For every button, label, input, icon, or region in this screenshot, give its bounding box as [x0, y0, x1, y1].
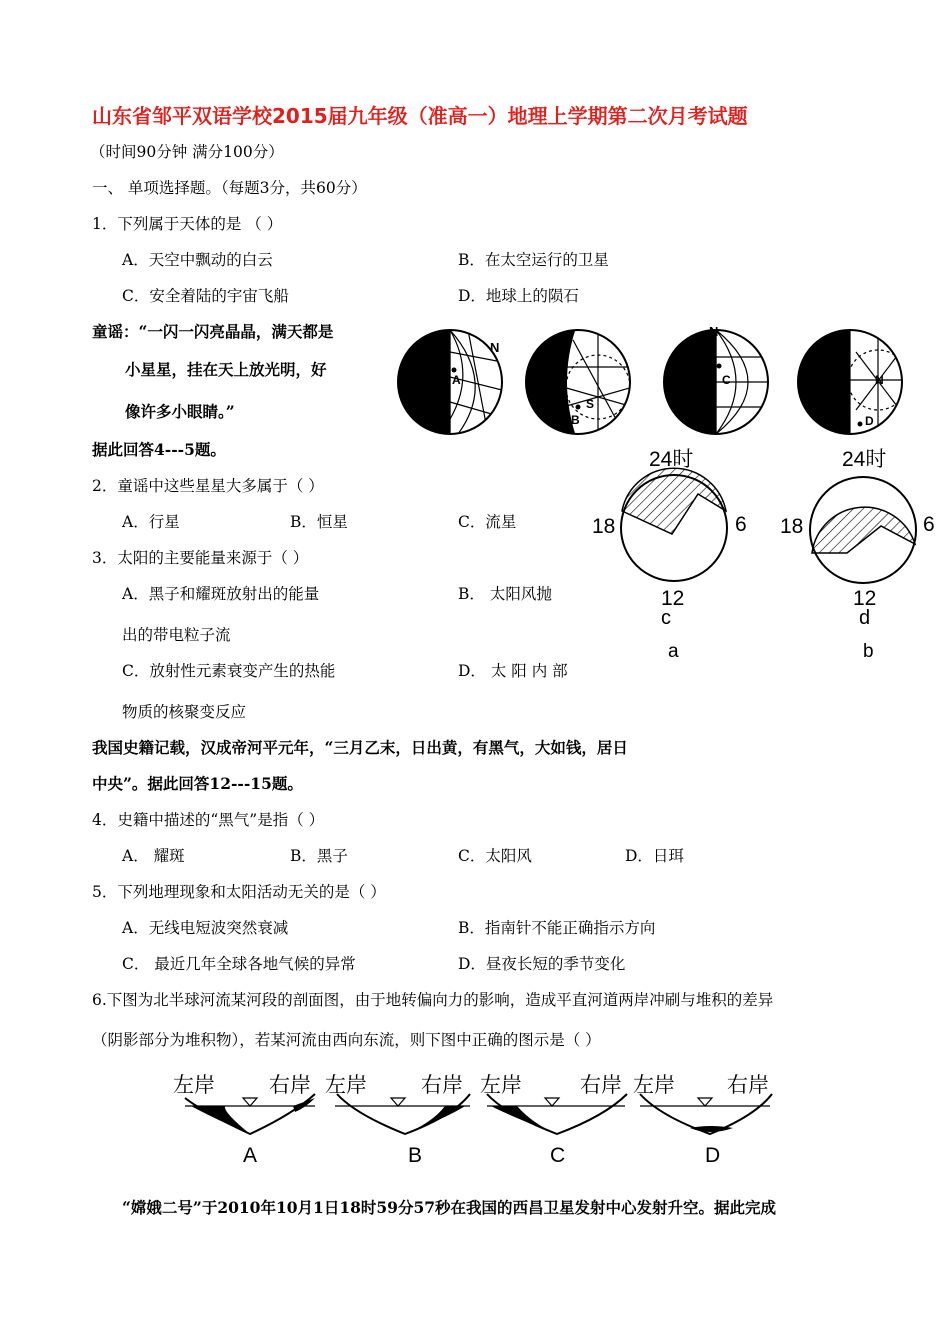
river-d-label: D [705, 1144, 721, 1167]
river-diagrams [165, 1064, 785, 1172]
q4-option-c: C．太阳风 [458, 847, 532, 865]
q5-option-c: C． 最近几年全球各地气候的异常 [122, 955, 356, 973]
clock-c-caption: c [661, 607, 671, 629]
river-a-right-bank: 右岸 [269, 1074, 311, 1097]
page-title: 山东省邹平双语学校2015届九年级（准高一）地理上学期第二次月考试题 [92, 104, 748, 128]
river-d [633, 1074, 772, 1167]
globe-2-pole-label: S [586, 397, 595, 411]
clock-d-bottom-label: 12 [853, 587, 877, 610]
river-b [325, 1074, 470, 1167]
q5-stem: 5．下列地理现象和太阳活动无关的是（ ） [92, 883, 386, 901]
river-c-left-bank: 左岸 [480, 1074, 522, 1097]
river-b-label: B [408, 1144, 423, 1167]
q5-option-b: B．指南针不能正确指示方向 [458, 919, 656, 937]
q5-option-a: A．无线电短波突然衰减 [122, 919, 289, 937]
q4-stem: 4．史籍中描述的“黑气”是指（ ） [92, 811, 325, 829]
globe-1-pole-label: N [490, 340, 500, 355]
q3-option-d: D． 太 阳 内 部 [458, 662, 568, 680]
q2-option-c: C．流星 [458, 513, 517, 531]
q4-option-d: D．日珥 [625, 847, 684, 865]
history-line-1: 我国史籍记载，汉成帝河平元年，“三月乙末，日出黄，有黑气，大如钱，居日 [92, 738, 628, 757]
q1-stem: 1．下列属于天体的是 （ ） [92, 215, 283, 233]
river-c [480, 1074, 627, 1167]
q4-option-b: B．黑子 [290, 847, 348, 865]
history-line-2: 中央”。据此回答12---15题。 [92, 774, 303, 793]
globe-4-pole-label: N [875, 373, 884, 387]
q5-option-d: D．昼夜长短的季节变化 [458, 955, 626, 973]
rhyme-line-2: 小星星，挂在天上放光明，好 [125, 360, 327, 379]
river-a-left-bank: 左岸 [173, 1074, 215, 1097]
q6-stem-line-2: （阴影部分为堆积物），若某河流由西向东流，则下图中正确的图示是（ ） [92, 1031, 601, 1049]
globe-1-point-label: A [452, 373, 461, 387]
globe-3-pole-label: N [709, 324, 719, 339]
q2-stem: 2．童谣中这些星星大多属于（ ） [92, 477, 324, 495]
globe-3-point-label: C [722, 373, 731, 387]
globe-1 [388, 322, 502, 437]
q1-option-b: B．在太空运行的卫星 [458, 251, 609, 269]
section-heading: 一、 单项选择题。（每题3分，共60分） [92, 179, 367, 197]
clock-c-bottom-label: 12 [661, 587, 685, 610]
globe-2 [526, 322, 633, 437]
q3-option-a: A．黑子和耀斑放射出的能量 [122, 585, 320, 603]
q1-option-c: C．安全着陆的宇宙飞船 [122, 287, 289, 305]
clock-c-right-label: 6 [735, 513, 747, 536]
clock-a-caption: a [668, 641, 679, 662]
rhyme-instruction: 据此回答4---5题。 [92, 440, 226, 459]
globe-4 [793, 322, 908, 437]
globe-3 [658, 322, 768, 437]
q3-option-c: C．放射性元素衰变产生的热能 [122, 662, 336, 680]
q6-stem-line-1: 6.下图为北半球河流某河段的剖面图，由于地转偏向力的影响，造成平直河道两岸冲刷与堆积的差异 [92, 991, 774, 1009]
q2-option-a: A．行星 [122, 513, 180, 531]
clock-c-top-label: 24时 [649, 448, 694, 471]
clock-b-caption: b [863, 641, 874, 662]
q1-option-a: A．天空中飘动的白云 [122, 251, 273, 269]
q1-option-d: D．地球上的陨石 [458, 287, 579, 305]
river-d-right-bank: 右岸 [727, 1074, 769, 1097]
q2-option-b: B．恒星 [290, 513, 348, 531]
globe-diagrams [388, 322, 928, 437]
clock-d-left-label: 18 [780, 515, 804, 538]
q3-option-d-cont: 物质的核聚变反应 [122, 703, 247, 721]
closing-paragraph: “嫦娥二号”于2010年10月1日18时59分57秒在我国的西昌卫星发射中心发射升空。据此完成 [122, 1198, 777, 1217]
clock-c [592, 448, 747, 662]
clock-d-right-label: 6 [923, 513, 935, 536]
globe-4-point-label: D [865, 414, 874, 428]
q4-option-a: A． 耀斑 [122, 847, 185, 865]
q3-option-b: B． 太阳风抛 [458, 585, 552, 603]
clock-d-caption: d [859, 607, 871, 629]
globe-2-point-label: B [571, 413, 580, 427]
clock-d [780, 448, 935, 662]
river-a-label: A [243, 1144, 258, 1167]
q3-stem: 3．太阳的主要能量来源于（ ） [92, 549, 309, 567]
river-b-left-bank: 左岸 [325, 1074, 367, 1097]
clock-c-left-label: 18 [592, 515, 616, 538]
river-b-right-bank: 右岸 [421, 1074, 463, 1097]
river-c-right-bank: 右岸 [580, 1074, 622, 1097]
river-c-label: C [550, 1144, 566, 1167]
clock-d-top-label: 24时 [842, 448, 887, 471]
river-a [173, 1074, 315, 1167]
clock-diagrams [585, 440, 940, 665]
q3-option-b-cont: 出的带电粒子流 [122, 626, 231, 644]
rhyme-line-1: 童谣：“一闪一闪亮晶晶，满天都是 [92, 322, 334, 341]
rhyme-line-3: 像许多小眼睛。” [125, 402, 235, 421]
river-d-left-bank: 左岸 [633, 1074, 675, 1097]
time-note: （时间90分钟 满分100分） [90, 143, 284, 161]
